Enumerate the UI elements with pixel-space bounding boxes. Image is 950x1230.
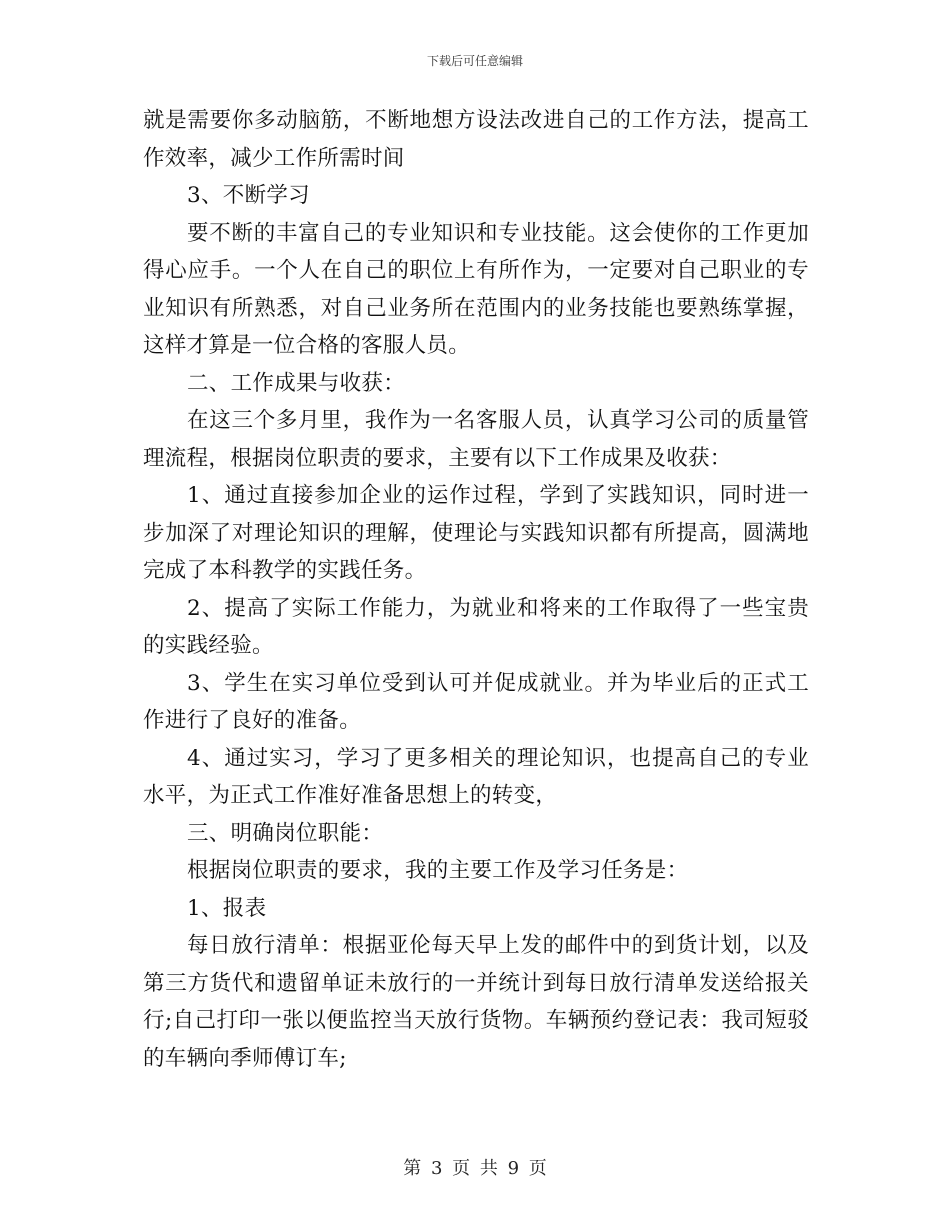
page-footer: 第 3 页 共 9 页 <box>403 1158 547 1179</box>
paragraph: 根据岗位职责的要求，我的主要工作及学习任务是： <box>187 858 689 883</box>
paragraph: 每日放行清单：根据亚伦每天早上发的邮件中的到货计划，以及第三方货代和遗留单证未放行的一并统计到每日放行清单发送给报关行;自己打印一张以便监控当天放行货物。车辆预约登记表：我司短驳的车辆向季师傅订车; <box>143 933 809 1071</box>
list-item: 4、通过实习，学习了更多相关的理论知识，也提高自己的专业水平，为正式工作准好准备思想上的转变， <box>143 745 809 808</box>
paragraph: 要不断的丰富自己的专业知识和专业技能。这会使你的工作更加得心应手。一个人在自己的职位上有所作为，一定要对自己职业的专业知识有所熟悉，对自己业务所在范围内的业务技能也要熟练掌握，这样才算是一位合格的客服人员。 <box>143 220 809 358</box>
list-item: 2、提高了实际工作能力，为就业和将来的工作取得了一些宝贵的实践经验。 <box>143 595 809 658</box>
paragraph: 就是需要你多动脑筋，不断地想方设法改进自己的工作方法，提高工作效率，减少工作所需时间 <box>143 108 809 171</box>
paragraph: 在这三个多月里，我作为一名客服人员，认真学习公司的质量管理流程，根据岗位职责的要求，主要有以下工作成果及收获： <box>143 408 809 471</box>
list-item: 3、学生在实习单位受到认可并促成就业。并为毕业后的正式工作进行了良好的准备。 <box>143 670 809 733</box>
section-heading: 3、不断学习 <box>187 183 310 208</box>
section-heading: 三、明确岗位职能： <box>187 820 384 846</box>
section-heading: 1、报表 <box>187 895 267 921</box>
document-body <box>143 102 809 1077</box>
section-heading: 二、工作成果与收获： <box>187 370 406 396</box>
page-header: 下载后可任意编辑 <box>426 54 523 68</box>
list-item: 1、通过直接参加企业的运作过程，学到了实践知识，同时进一步加深了对理论知识的理解，使理论与实践知识都有所提高，圆满地完成了本科教学的实践任务。 <box>143 483 809 583</box>
